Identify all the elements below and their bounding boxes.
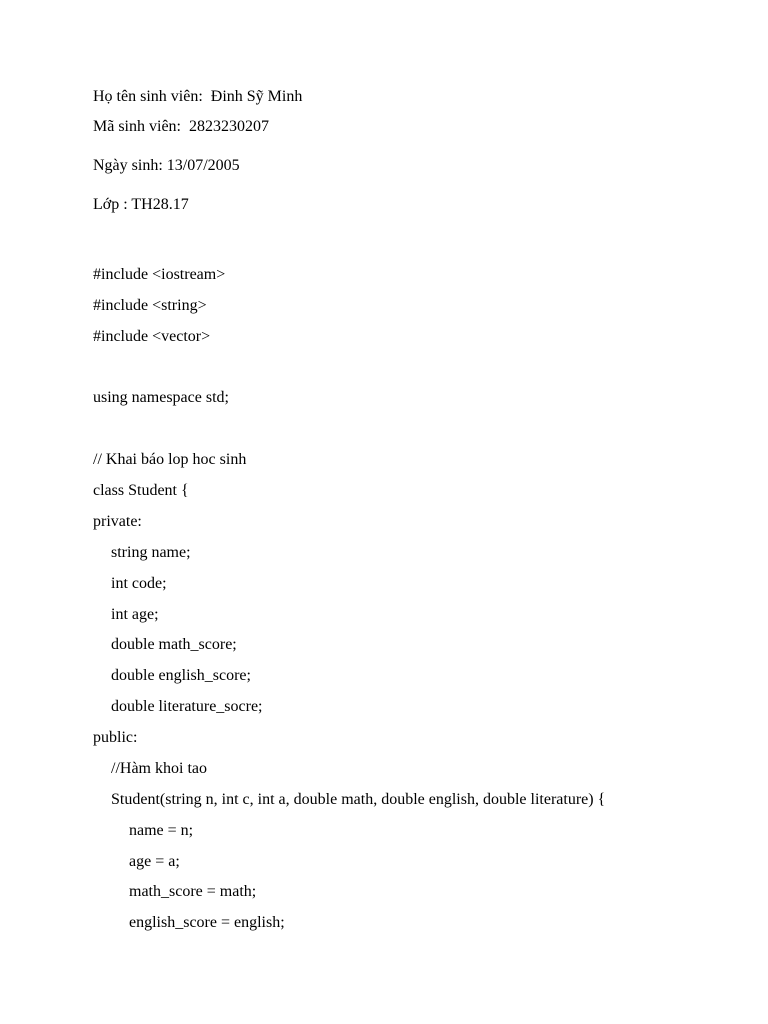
code-line: #include <vector> [93, 328, 211, 345]
code-comment-line: // Khai báo lop hoc sinh [93, 451, 247, 468]
student-dob-line: Ngày sinh: 13/07/2005 [93, 157, 240, 174]
code-line: double literature_socre; [111, 698, 263, 715]
code-line: int code; [111, 575, 167, 592]
code-line: age = a; [129, 853, 180, 870]
code-line: #include <iostream> [93, 266, 226, 283]
code-line: double english_score; [111, 667, 251, 684]
code-line: name = n; [129, 822, 194, 839]
student-name-line: Họ tên sinh viên: Đinh Sỹ Minh [93, 88, 303, 105]
code-line: using namespace std; [93, 389, 229, 406]
code-line: private: [93, 513, 142, 530]
code-line: math_score = math; [129, 883, 257, 900]
student-class-line: Lớp : TH28.17 [93, 196, 189, 213]
code-line: string name; [111, 544, 191, 561]
code-line: english_score = english; [129, 914, 285, 931]
student-id-line: Mã sinh viên: 2823230207 [93, 118, 269, 135]
code-line: Student(string n, int c, int a, double math, double english, double literature) { [111, 791, 606, 808]
code-line: #include <string> [93, 297, 207, 314]
code-line: public: [93, 729, 138, 746]
code-line: int age; [111, 606, 159, 623]
code-line: double math_score; [111, 636, 237, 653]
code-line: class Student { [93, 482, 189, 499]
code-comment-line: //Hàm khoi tao [111, 760, 207, 777]
